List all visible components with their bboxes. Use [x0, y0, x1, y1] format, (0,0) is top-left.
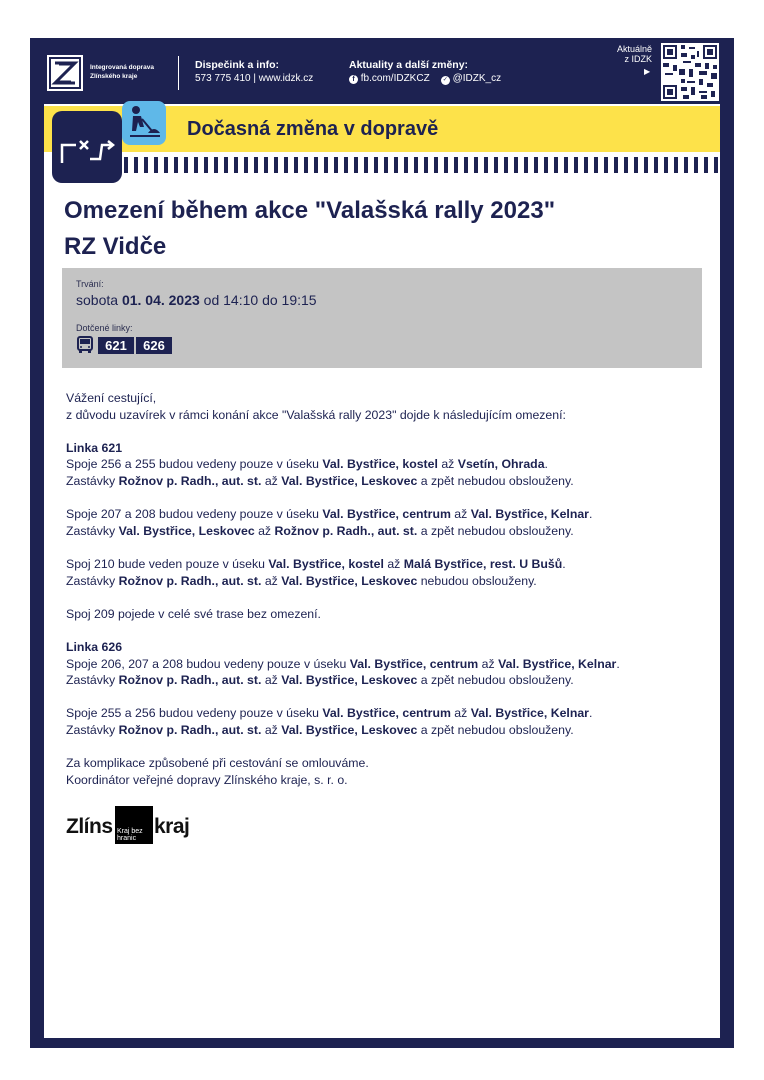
greeting: Vážení cestující, — [66, 391, 157, 405]
zlinsky-kraj-logo-box: Kraj bez hranic — [115, 806, 153, 844]
line-626-text: Zastávky Rožnov p. Radh., aut. st. až Val. Bystřice, Leskovec a zpět nebudou obslouženy. — [66, 673, 574, 688]
facebook-link[interactable]: fb.com/IDZKCZ — [360, 73, 430, 84]
lines-label: Dotčené linky: — [76, 323, 133, 333]
zlinsky-kraj-logo: Zlíns — [66, 815, 113, 838]
qr-code-icon[interactable] — [661, 43, 719, 101]
organization-name: Integrovaná doprava Zlínského kraje — [90, 64, 154, 80]
notice-title: Omezení během akce "Valašská rally 2023" RZ Vidče — [64, 197, 556, 260]
news-info: Aktuality a další změny: f fb.com/IDZKCZ ✓ @IDZK_cz — [349, 59, 502, 84]
zlinsky-kraj-logo-text: kraj — [154, 815, 190, 838]
roadwork-icon — [122, 101, 166, 145]
dispatch-contact[interactable]: 573 775 410 | www.idzk.cz — [195, 73, 314, 84]
line-badge-621[interactable]: 621 — [98, 337, 134, 354]
signature: Koordinátor veřejné dopravy Zlínského kraje, s. r. o. — [66, 772, 348, 787]
line-621-text: Spoj 209 pojede v celé své trase bez omezení. — [66, 606, 321, 621]
banner-stripes — [124, 157, 720, 173]
line-621-text: Zastávky Rožnov p. Radh., aut. st. až Val. Bystřice, Leskovec a zpět nebudou obslouženy. — [66, 473, 574, 488]
bus-icon — [76, 336, 94, 359]
line-621-heading: Linka 621 — [66, 440, 123, 455]
line-626-text: Zastávky Rožnov p. Radh., aut. st. až Val. Bystřice, Leskovec a zpět nebudou obslouženy. — [66, 722, 574, 737]
qr-caption: Aktuálně z IDZK — [616, 44, 652, 64]
detour-icon — [52, 111, 122, 183]
line-badge-626[interactable]: 626 — [136, 337, 172, 354]
header-divider — [178, 56, 179, 90]
line-621-text: Zastávky Val. Bystřice, Leskovec až Rožnov p. Radh., aut. st. a zpět nebudou obslouženy. — [66, 523, 574, 538]
twitter-icon: ✓ — [442, 77, 448, 83]
line-621-text: Spoje 207 a 208 budou vedeny pouze v úseku Val. Bystřice, centrum až Val. Bystřice, Kelnar. — [66, 507, 593, 522]
banner-title: Dočasná změna v dopravě — [187, 118, 439, 140]
idzk-logo-icon — [47, 55, 83, 91]
line-626-text: Spoje 255 a 256 budou vedeny pouze v úseku Val. Bystřice, centrum až Val. Bystřice, Kelnar. — [66, 706, 593, 721]
intro-text: z důvodu uzavírek v rámci konání akce "Valašská rally 2023" dojde k následujícím omezení: — [66, 407, 566, 422]
line-621-text: Zastávky Rožnov p. Radh., aut. st. až Val. Bystřice, Leskovec nebudou obslouženy. — [66, 573, 537, 588]
apology: Za komplikace způsobené při cestování se omlouváme. — [66, 756, 369, 771]
arrow-right-icon: ▶ — [644, 67, 651, 76]
facebook-icon: f — [349, 75, 358, 84]
line-626-text: Spoje 206, 207 a 208 budou vedeny pouze v úseku Val. Bystřice, centrum až Val. Bystřice, Kelnar. — [66, 656, 620, 671]
line-621-text: Spoje 256 a 255 budou vedeny pouze v úseku Val. Bystřice, kostel až Vsetín, Ohrada. — [66, 457, 548, 472]
line-626-heading: Linka 626 — [66, 639, 123, 654]
duration-value: sobota 01. 04. 2023 od 14:10 do 19:15 — [76, 292, 317, 308]
dispatch-info: Dispečink a info: 573 775 410 | www.idzk.cz — [195, 59, 314, 84]
twitter-link[interactable]: @IDZK_cz — [452, 73, 502, 84]
notice-body — [66, 390, 706, 788]
line-621-text: Spoj 210 bude veden pouze v úseku Val. Bystřice, kostel až Malá Bystřice, rest. U Bušů. — [66, 556, 566, 571]
duration-label: Trvání: — [76, 279, 104, 289]
